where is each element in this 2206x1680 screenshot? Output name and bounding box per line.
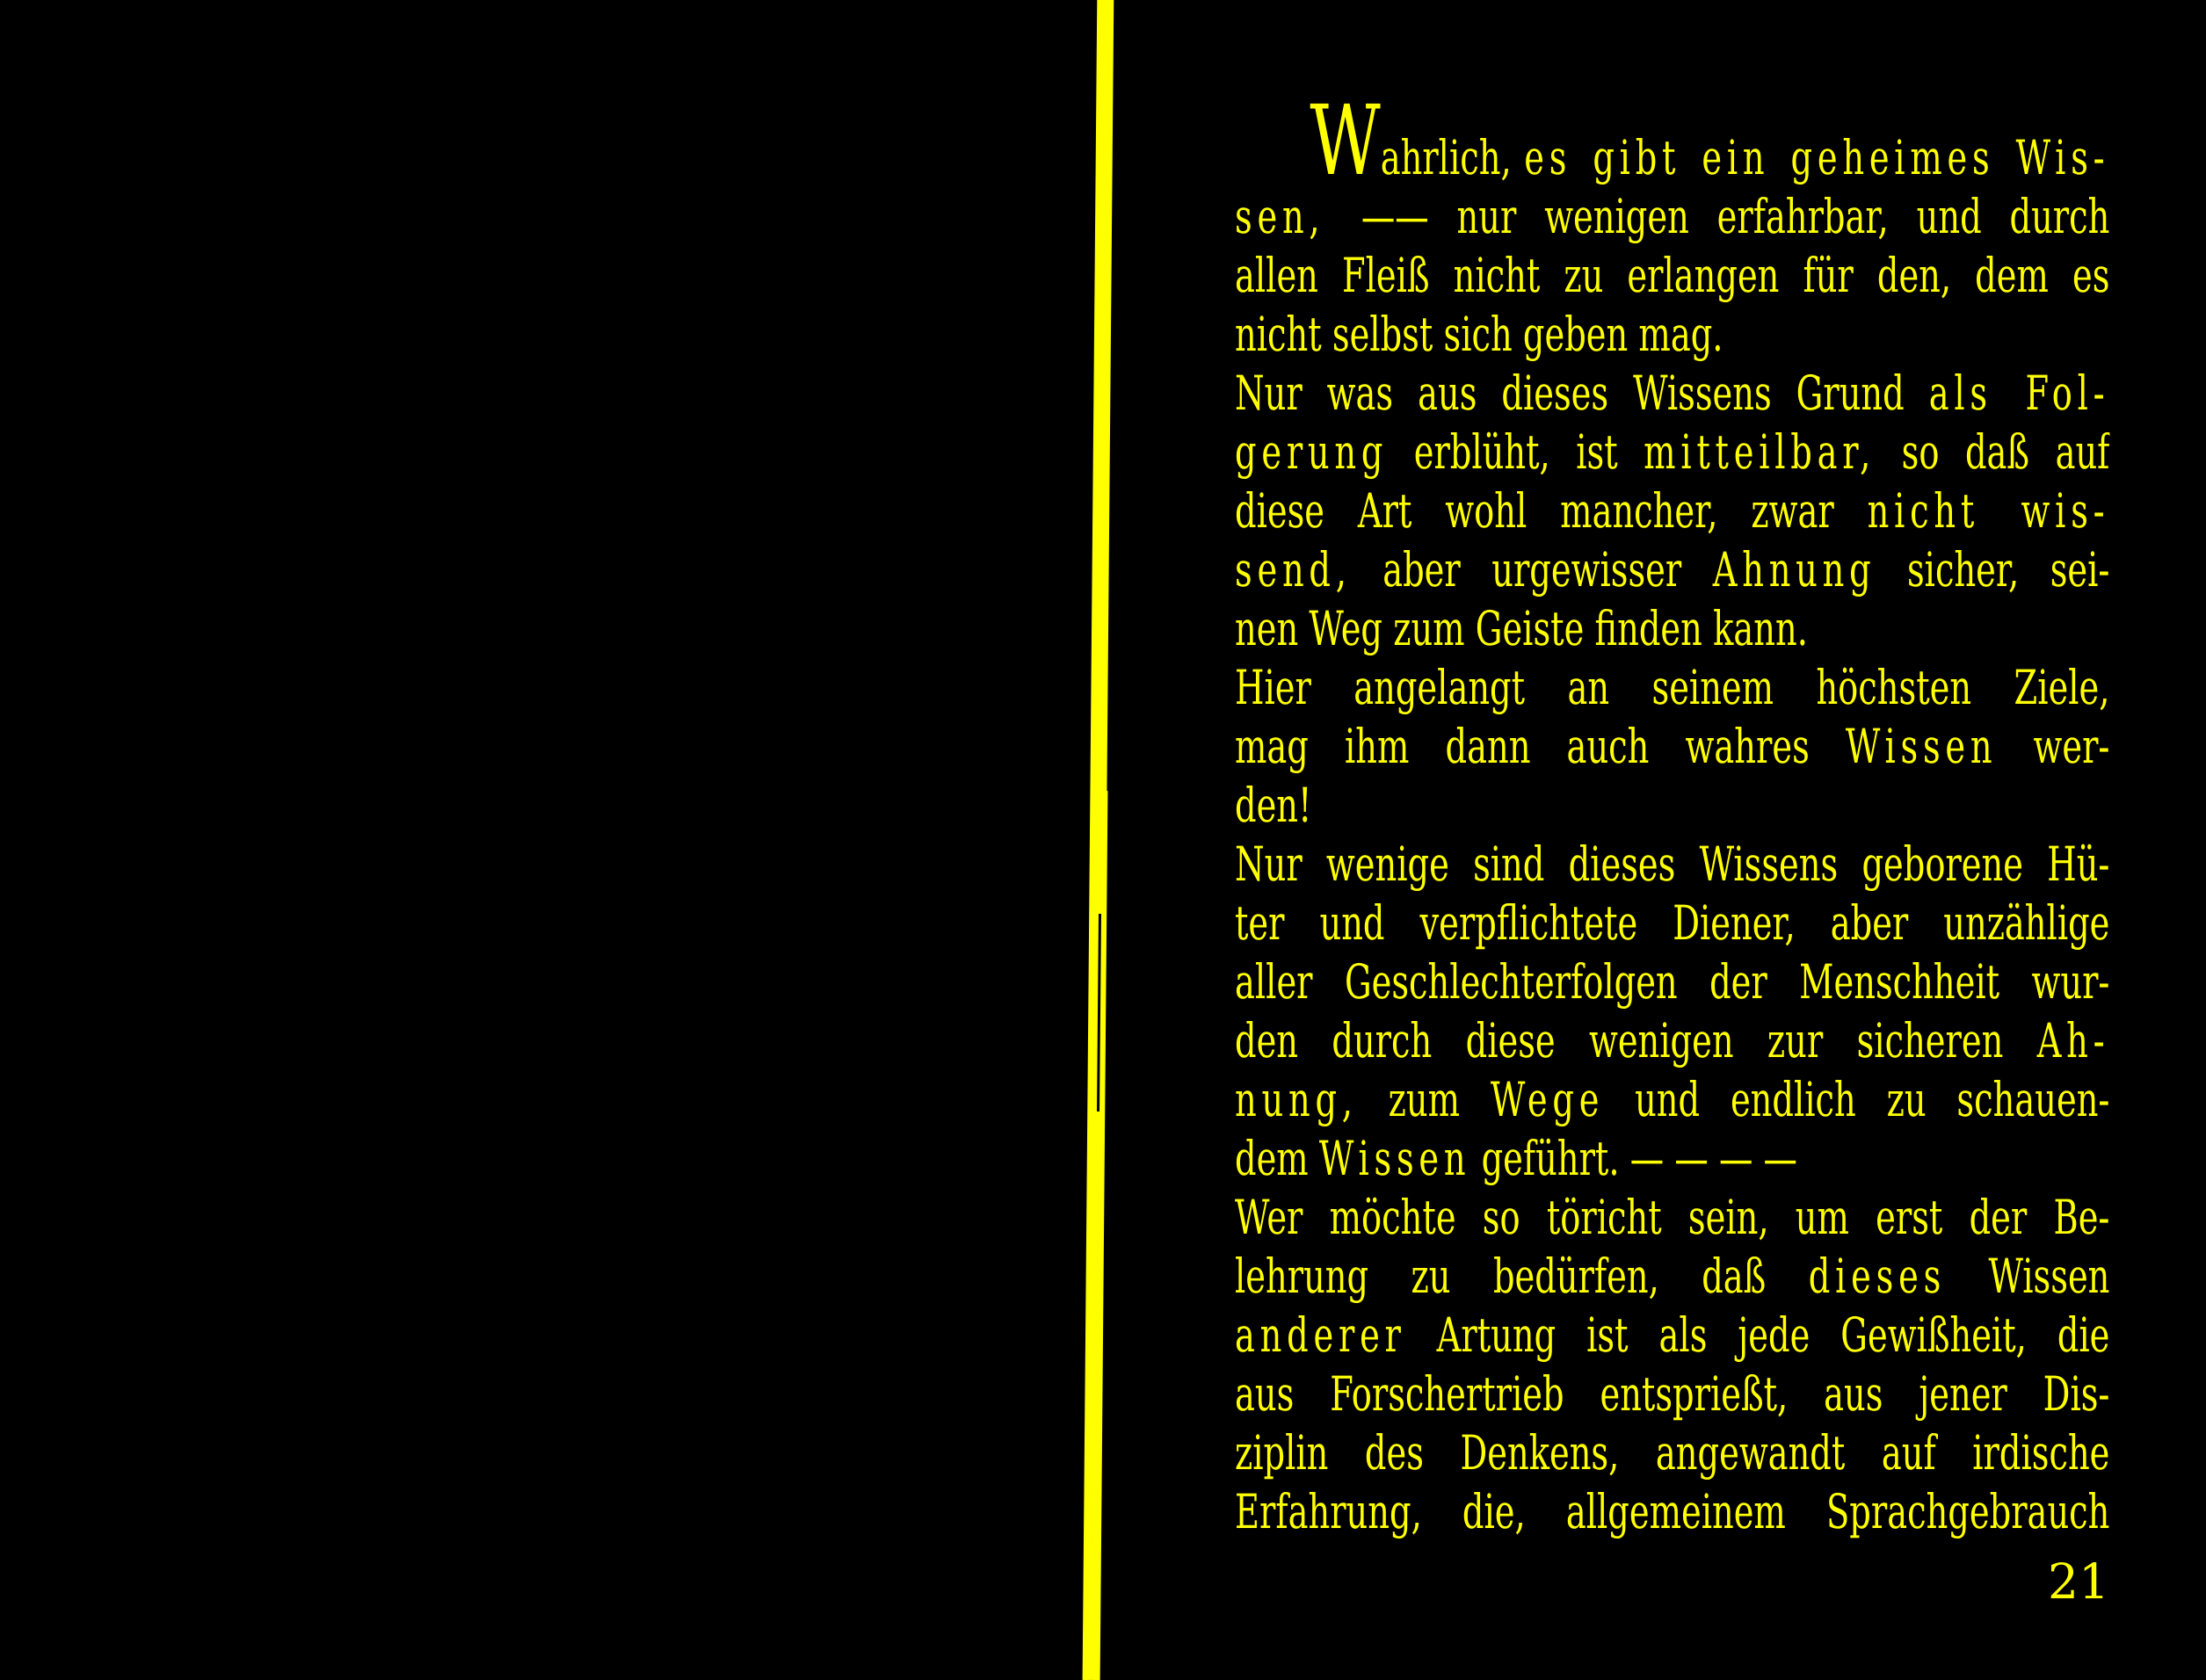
text-segment: nen Weg zum Geiste finden kann.: [1235, 601, 1808, 656]
letterspaced-text-segment: nung,: [1235, 1072, 1358, 1127]
letterspaced-text-segment: es gibt ein geheimes Wis-: [1524, 130, 2110, 185]
letterspaced-text-segment: Wege: [1490, 1072, 1605, 1127]
raised-initial-capital: W: [1310, 84, 1381, 197]
text-segment: diese Art wohl mancher, zwar: [1235, 483, 1868, 539]
text-segment: wer-: [1997, 719, 2110, 774]
text-segment: den durch diese wenigen zur sicheren: [1235, 1013, 2037, 1068]
text-segment: zum: [1357, 1072, 1491, 1127]
text-line: [1235, 1423, 2109, 1482]
text-line: [1235, 658, 2109, 717]
text-segment: aus Forschertrieb entsprießt, aus jener Dis-: [1235, 1366, 2110, 1422]
text-line: [1235, 717, 2109, 776]
text-segment: sicher, sei-: [1876, 542, 2110, 597]
letterspaced-text-segment: sen,: [1235, 189, 1361, 244]
letterspaced-text-segment: Wissen: [1318, 1131, 1471, 1186]
letterspaced-text-segment: als Fol-: [1928, 366, 2110, 421]
text-line: [1235, 423, 2109, 482]
text-segment: nicht selbst sich geben mag.: [1235, 307, 1723, 362]
text-segment: ahrlich,: [1380, 130, 1525, 185]
text-line: [1235, 1070, 2109, 1129]
text-segment: Hier angelangt an seinem höchsten Ziele,: [1235, 660, 2110, 715]
text-line: [1235, 246, 2109, 305]
text-line: [1235, 1365, 2109, 1423]
text-line: [1235, 84, 2110, 197]
text-segment: geführt. — — — —: [1470, 1131, 1797, 1186]
text-segment: erblüht, ist: [1388, 424, 1644, 480]
letterspaced-text-segment: Ah-: [2036, 1013, 2110, 1068]
page-number: 21: [2048, 1553, 2109, 1610]
text-line: [1235, 1011, 2109, 1070]
left-page-blank: [0, 0, 1090, 1669]
letterspaced-text-segment: dieses: [1808, 1249, 1947, 1304]
text-line: [1235, 305, 2109, 364]
text-line: [1235, 1129, 2109, 1188]
text-line: [1235, 952, 2109, 1011]
text-line: [1235, 776, 2109, 835]
letterspaced-text-segment: Ahnung: [1712, 542, 1876, 597]
letterspaced-text-segment: mitteilbar,: [1644, 424, 1876, 480]
text-line: [1235, 894, 2109, 952]
text-line: [1235, 1482, 2109, 1541]
text-line: [1235, 1306, 2109, 1365]
text-line: [1235, 187, 2109, 246]
text-line: [1235, 835, 2109, 894]
text-line: [1235, 599, 2109, 658]
text-segment: ter und verpflichtete Diener, aber unzählige: [1235, 895, 2110, 951]
text-segment: Nur was aus dieses Wissens Grund: [1235, 366, 1929, 421]
text-segment: aber urgewisser: [1351, 542, 1713, 597]
text-line: [1235, 1247, 2109, 1306]
text-segment: lehrung zu bedürfen, daß: [1235, 1249, 1809, 1304]
text-segment: Erfahrung, die, allgemeinem Sprachgebrauch: [1235, 1484, 2110, 1539]
letterspaced-text-segment: Wissen: [1845, 719, 1998, 774]
page-text-block: [1235, 84, 2110, 1541]
text-segment: Nur wenige sind dieses Wissens geborene Hü-: [1235, 836, 2110, 892]
text-line: [1235, 364, 2109, 423]
text-segment: allen Fleiß nicht zu erlangen für den, dem es: [1235, 248, 2110, 303]
text-line: [1235, 540, 2109, 599]
text-segment: dem: [1235, 1131, 1319, 1186]
text-segment: den!: [1235, 778, 1312, 833]
letterspaced-text-segment: nicht wis-: [1867, 483, 2110, 539]
letterspaced-text-segment: anderer: [1235, 1307, 1406, 1363]
letterspaced-text-segment: send,: [1235, 542, 1352, 597]
text-segment: so daß auf: [1876, 424, 2110, 480]
text-segment: und endlich zu schauen-: [1604, 1072, 2110, 1127]
text-line: [1235, 1188, 2109, 1247]
letterspaced-text-segment: gerung: [1235, 424, 1389, 480]
text-segment: Artung ist als jede Gewißheit, die: [1405, 1307, 2110, 1363]
text-segment: ziplin des Denkens, angewandt auf irdische: [1235, 1425, 2110, 1481]
text-segment: Wer möchte so töricht sein, um erst der Be-: [1235, 1190, 2110, 1245]
text-line: [1235, 482, 2109, 540]
text-segment: mag ihm dann auch wahres: [1235, 719, 1846, 774]
text-segment: —— nur wenigen erfahrbar, und durch: [1361, 189, 2110, 244]
text-segment: Wissen: [1946, 1249, 2110, 1304]
text-segment: aller Geschlechterfolgen der Menschheit wur-: [1235, 954, 2110, 1010]
